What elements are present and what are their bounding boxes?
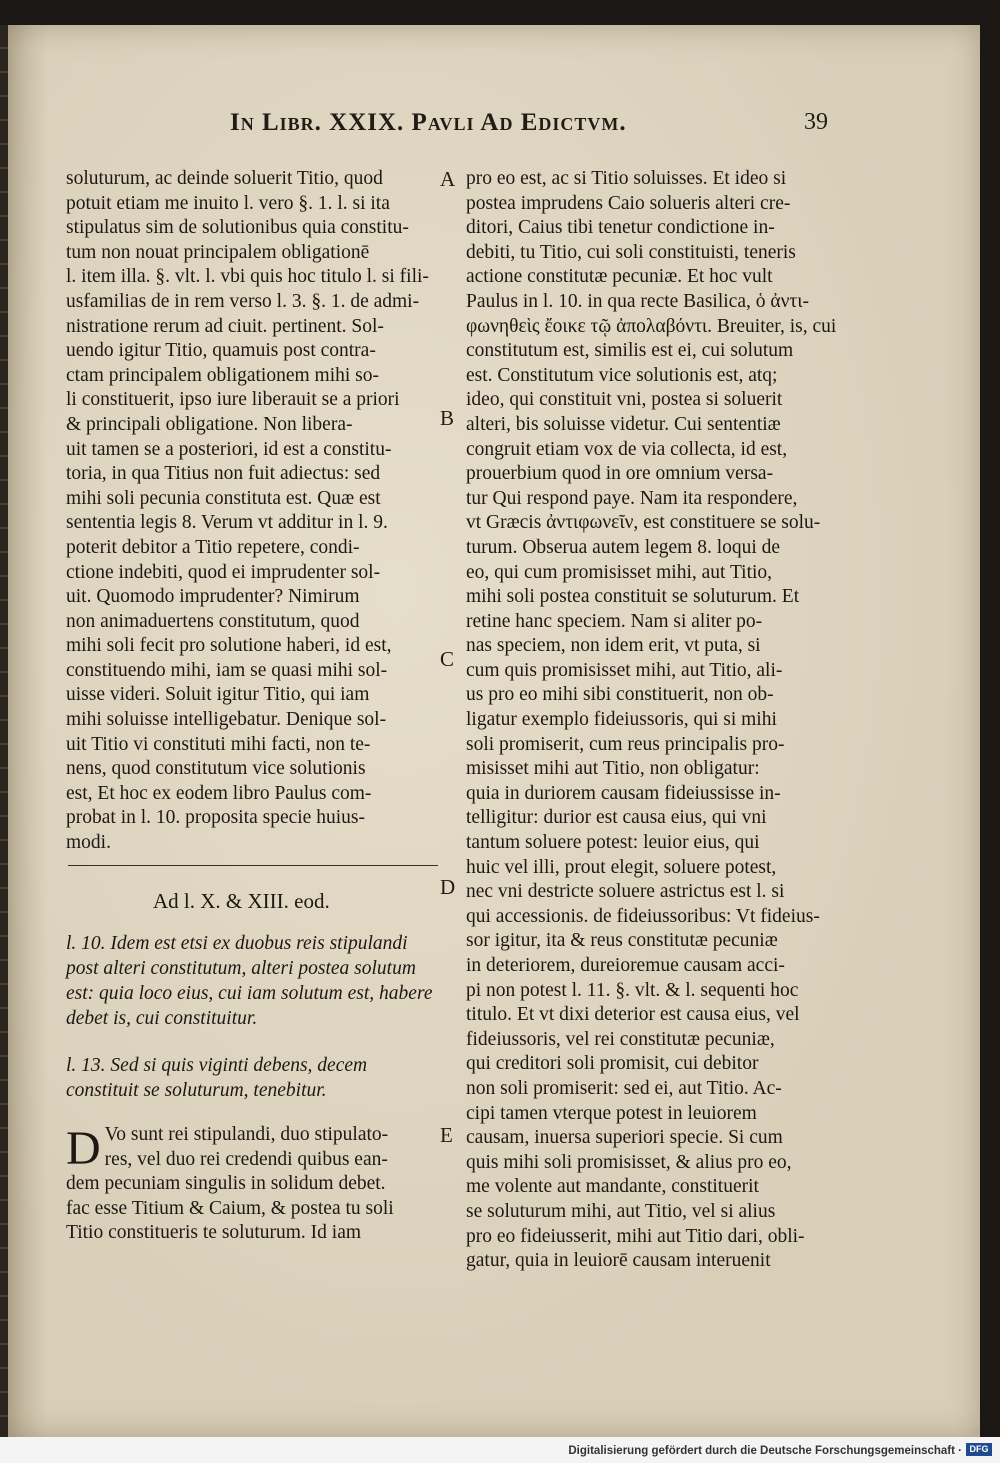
text-line: usfamilias de in rem verso l. 3. §. 1. de admi- <box>66 290 420 312</box>
text-line: nas speciem, non idem erit, vt puta, si <box>466 635 761 657</box>
text-line: qui creditori soli promisit, cui debitor <box>466 1053 759 1075</box>
text-line: pi non potest l. 11. §. vlt. & l. sequenti hoc <box>466 979 799 1001</box>
page-number: 39 <box>804 109 828 135</box>
text-line: debiti, tu Titio, cui soli constituisti, teneris <box>466 241 796 263</box>
text-line: φωνηθεὶς ἔοικε τῷ ἀπολαβόντι. Breuiter, is, cui <box>466 315 837 337</box>
text-line: prouerbium quod in ore omnium versa- <box>466 463 774 485</box>
margin-letter-e: E <box>440 1123 453 1147</box>
text-line: li constituerit, ipso iure liberauit se a priori <box>66 389 400 411</box>
text-line: constitutum est, similis est ei, cui solutum <box>466 340 794 362</box>
text-line: me volente aut mandante, constituerit <box>466 1176 759 1198</box>
text-line: uit Titio vi constituti mihi facti, non te- <box>66 733 371 755</box>
text-line: tur Qui respond paye. Nam ita respondere, <box>466 487 798 509</box>
book-spine-edge <box>0 25 8 1437</box>
text-line: ligatur exemplo fideiussoris, qui si mihi <box>466 709 777 731</box>
text-line: retine hanc speciem. Nam si aliter po- <box>466 610 763 632</box>
text-line: probat in l. 10. proposita specie huius- <box>66 807 365 829</box>
text-line: se soluturum mihi, aut Titio, vel si alius <box>466 1200 776 1222</box>
lemma-10: l. 10. Idem est etsi ex duobus reis stipulandi post alteri constitutum, alteri postea solutum est: quia loco eius, cui iam solutum est, habere debet is, cui constituitur. <box>66 933 433 1029</box>
left-column <box>66 167 438 856</box>
text-line: mihi soli fecit pro solutione haberi, id est, <box>66 635 392 657</box>
text-line: postea imprudens Caio solueris alteri cre- <box>466 192 791 214</box>
text-line: res, vel duo rei credendi quibus ean- <box>104 1148 388 1170</box>
text-line: nens, quod constitutum vice solutionis <box>66 758 366 780</box>
text-line: ditori, Caius tibi tenetur condictione in- <box>466 217 775 239</box>
margin-letter-d: D <box>440 875 456 899</box>
text-line: toria, in qua Titius non fuit adiectus: sed <box>66 463 381 485</box>
dfg-logo: DFG <box>966 1443 992 1456</box>
footer-credit: Digitalisierung gefördert durch die Deutsche Forschungsgemeinschaft · <box>568 1445 962 1457</box>
text-line: l. item illa. §. vlt. l. vbi quis hoc titulo l. si fili- <box>66 266 429 288</box>
text-line: actione constitutæ pecuniæ. Et hoc vult <box>466 266 773 288</box>
text-line: huic vel illi, prout elegit, soluere potest, <box>466 856 777 878</box>
text-line: titulo. Et vt dixi deterior est causa eius, vel <box>466 1004 800 1026</box>
lemma-13: l. 13. Sed si quis viginti debens, decem constituit se soluturum, tenebitur. <box>66 1055 368 1101</box>
text-line: cipi tamen vterque potest in leuiorem <box>466 1102 757 1124</box>
digitization-footer <box>0 1437 1000 1463</box>
section-title: Ad l. X. & XIII. eod. <box>153 889 330 913</box>
text-line: eo, qui cum promisisset mihi, aut Titio, <box>466 561 773 583</box>
text-line: uit. Quomodo imprudenter? Nimirum <box>66 586 360 608</box>
text-line: uendo igitur Titio, quamuis post contra- <box>66 340 376 362</box>
text-line: congruit etiam vox de via collecta, id est, <box>466 438 788 460</box>
text-line: ctione indebiti, quod ei imprudenter sol- <box>66 561 381 583</box>
text-line: quis mihi soli promisisset, & alius pro eo, <box>466 1151 792 1173</box>
right-column <box>466 167 838 1274</box>
text-line: us pro eo mihi sibi constituerit, non ob- <box>466 684 774 706</box>
text-line: stipulatus sim de solutionibus quia constitu- <box>66 217 409 239</box>
text-line: telligitur: durior est causa eius, qui vni <box>466 807 767 829</box>
drop-capital: D <box>66 1122 101 1175</box>
text-line: est, Et hoc ex eodem libro Paulus com- <box>66 782 372 804</box>
text-line: in deteriorem, dureioremue causam acci- <box>466 955 785 976</box>
text-line: ideo, qui constituit vni, postea si soluerit <box>466 389 783 411</box>
text-line: constituendo mihi, iam se quasi mihi sol- <box>66 659 388 681</box>
text-line: tum non nouat principalem obligationē <box>66 241 370 263</box>
text-line: misisset mihi aut Titio, non obligatur: <box>466 758 760 780</box>
text-line: uit tamen se a posteriori, id est a constitu- <box>66 438 392 460</box>
page-header <box>8 109 980 139</box>
text-line: alteri, bis soluisse videtur. Cui sententiæ <box>466 413 781 435</box>
body-paragraph <box>66 1123 438 1246</box>
text-line: est. Constitutum vice solutionis est, atq; <box>466 364 778 386</box>
text-line: non soli promiserit: sed ei, aut Titio. Ac- <box>466 1077 782 1099</box>
text-line: Paulus in l. 10. in qua recte Basilica, ὁ ἀντι- <box>466 290 809 312</box>
text-line: nec vni destricte soluere astrictus est l. si <box>466 881 785 903</box>
text-line: cum quis promisisset mihi, aut Titio, ali- <box>466 659 783 681</box>
text-line: poterit debitor a Titio repetere, condi- <box>66 536 360 558</box>
text-line: causam, inuersa superiori specie. Si cum <box>466 1127 783 1149</box>
body-paragraph-lines <box>66 1123 438 1246</box>
text-line: qui accessionis. de fideiussoribus: Vt fideius- <box>466 905 820 927</box>
margin-letter-b: B <box>440 406 455 430</box>
section-divider <box>68 865 438 866</box>
text-line: sor igitur, ita & reus constitutæ pecuniæ <box>466 930 778 952</box>
text-line: potuit etiam me inuito l. vero §. 1. l. si ita <box>66 192 390 214</box>
margin-letter-c: C <box>440 647 455 671</box>
margin-letter-a: A <box>440 167 456 191</box>
text-line: mihi soluisse intelligebatur. Denique sol- <box>66 709 387 731</box>
text-line: quia in duriorem causam fideiussisse in- <box>466 782 781 804</box>
book-page <box>8 25 980 1437</box>
text-line: tantum soluere potest: leuior eius, qui <box>466 832 760 854</box>
running-head: In Libr. XXIX. Pavli Ad Edictvm. <box>230 109 627 136</box>
text-line: mihi soli postea constituit se soluturum. Et <box>466 586 800 608</box>
text-line: mihi soli pecunia constituta est. Quæ est <box>66 487 381 509</box>
text-line: uisse videri. Soluit igitur Titio, qui iam <box>66 684 370 706</box>
text-line: sententia legis 8. Verum vt additur in l. 9. <box>66 512 388 534</box>
text-line: turum. Obserua autem legem 8. loqui de <box>466 536 781 558</box>
text-line: & principali obligatione. Non libera- <box>66 413 353 435</box>
text-line: Titio constitueris te soluturum. Id iam <box>66 1222 362 1244</box>
text-line: soli promiserit, cum reus principalis pro- <box>466 733 785 755</box>
text-line: non animaduertens constitutum, quod <box>66 610 360 632</box>
text-line: modi. <box>66 832 111 854</box>
text-line: Vo sunt rei stipulandi, duo stipulato- <box>104 1124 389 1145</box>
text-line: soluturum, ac deinde soluerit Titio, quod <box>66 168 383 189</box>
text-line: pro eo est, ac si Titio soluisses. Et ideo si <box>466 168 787 189</box>
text-line: fac esse Titium & Caium, & postea tu soli <box>66 1197 394 1219</box>
text-line: ctam principalem obligationem mihi so- <box>66 364 380 386</box>
text-line: vt Græcis ἀντιφωνεῖν, est constituere se solu- <box>466 512 821 534</box>
text-line: nistratione rerum ad ciuit. pertinent. Sol- <box>66 315 384 337</box>
text-line: gatur, quia in leuiorē causam interuenit <box>466 1250 771 1272</box>
text-line: dem pecuniam singulis in solidum debet. <box>66 1173 386 1195</box>
text-line: pro eo fideiusserit, mihi aut Titio dari, obli- <box>466 1225 805 1247</box>
text-line: fideiussoris, vel rei constitutæ pecuniæ, <box>466 1028 775 1050</box>
